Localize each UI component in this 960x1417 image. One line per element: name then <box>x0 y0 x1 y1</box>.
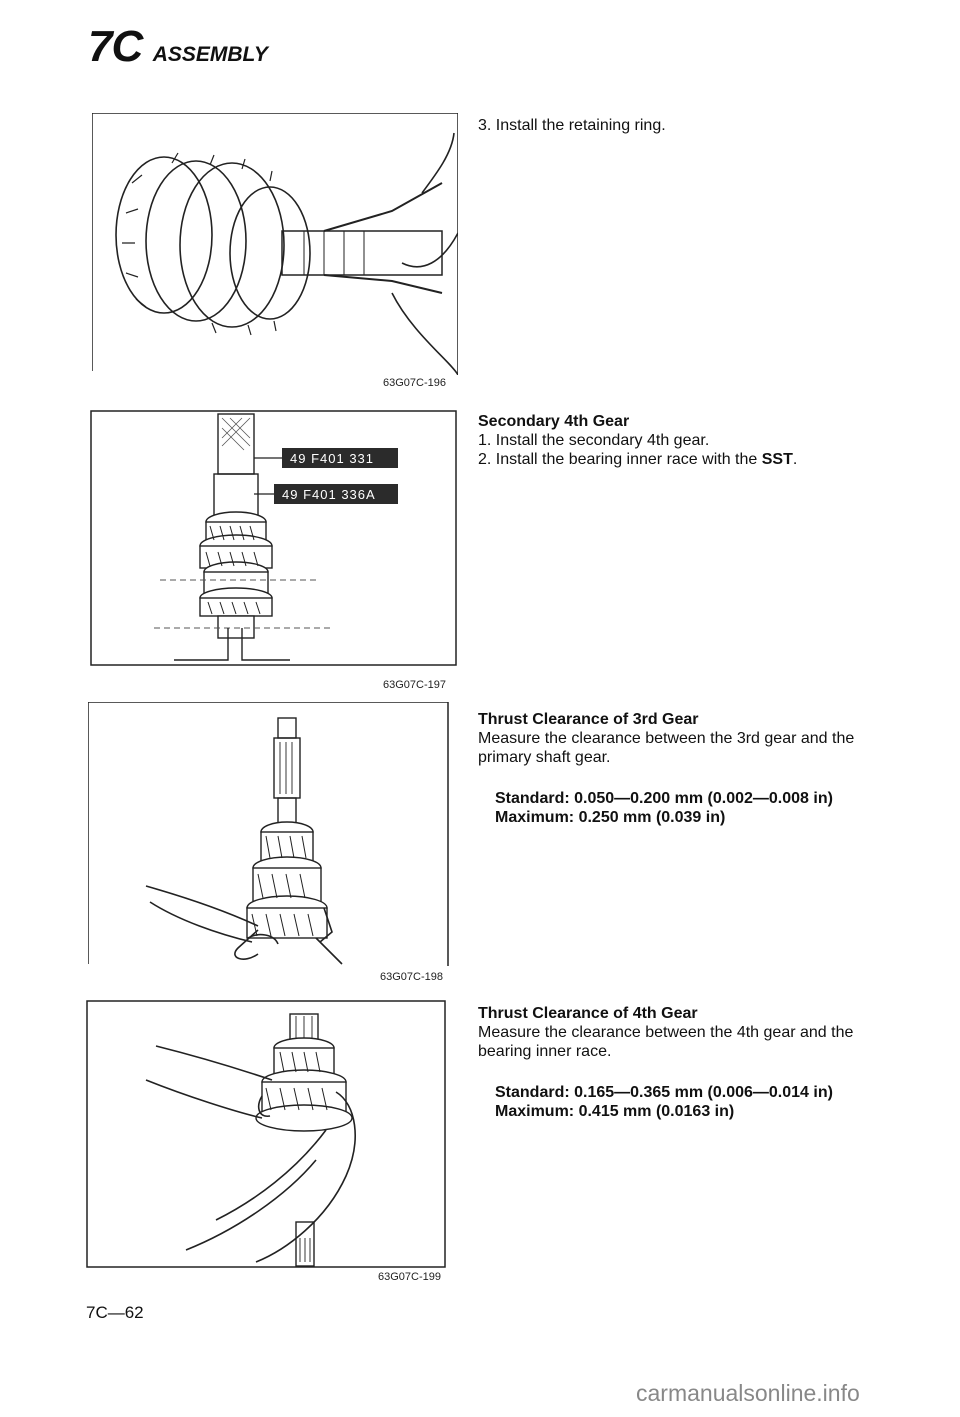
step-text: 3. Install the retaining ring. <box>478 117 666 134</box>
spec-block <box>478 789 898 827</box>
step-line <box>478 450 898 469</box>
figure-thrust-3rd-gear <box>88 702 450 966</box>
retaining-ring-illustration <box>92 113 458 375</box>
sst-reference: SST <box>761 451 793 468</box>
step-body: Measure the clearance between the 3rd gear and the primary shaft gear. <box>478 730 855 766</box>
step-heading: Thrust Clearance of 3rd Gear <box>478 711 699 728</box>
step-retaining-ring <box>478 116 898 135</box>
watermark: carmanualsonline.info <box>636 1380 860 1406</box>
step-line: 1. Install the secondary 4th gear. <box>478 432 710 449</box>
page-header <box>88 22 268 72</box>
figure-secondary-4th-gear <box>90 410 457 666</box>
step-heading: Thrust Clearance of 4th Gear <box>478 1005 698 1022</box>
step-heading: Secondary 4th Gear <box>478 413 630 430</box>
figure-code: 63G07C-196 <box>383 377 446 389</box>
figure-thrust-4th-gear <box>86 1000 446 1268</box>
secondary-4th-gear-illustration <box>90 410 457 666</box>
figure-code: 63G07C-198 <box>380 971 443 983</box>
step-line-end: . <box>792 451 798 468</box>
step-thrust-4th-gear <box>478 1004 898 1121</box>
page-number: 7C—62 <box>86 1303 144 1322</box>
spec-maximum: Maximum: 0.250 mm (0.039 in) <box>495 809 726 826</box>
step-line-text: 2. Install the bearing inner race with the <box>478 451 762 468</box>
figure-retaining-ring <box>92 113 458 375</box>
spec-standard: Standard: 0.050—0.200 mm (0.002—0.008 in) <box>495 790 833 807</box>
step-secondary-4th-gear <box>478 412 898 469</box>
spec-standard: Standard: 0.165—0.365 mm (0.006—0.014 in) <box>495 1084 833 1101</box>
section-number: 7C <box>88 22 143 71</box>
figure-code: 63G07C-199 <box>378 1271 441 1283</box>
step-thrust-3rd-gear <box>478 710 898 827</box>
figure-code: 63G07C-197 <box>383 679 446 691</box>
spec-maximum: Maximum: 0.415 mm (0.0163 in) <box>495 1103 735 1120</box>
section-title: ASSEMBLY <box>152 43 268 66</box>
sst-label-331: 49 F401 331 <box>290 451 375 466</box>
thrust-3rd-gear-illustration <box>88 702 450 966</box>
thrust-4th-gear-illustration <box>86 1000 446 1268</box>
sst-label-336a: 49 F401 336A <box>282 487 376 502</box>
spec-block <box>478 1083 898 1121</box>
step-body: Measure the clearance between the 4th gear and the bearing inner race. <box>478 1024 854 1060</box>
